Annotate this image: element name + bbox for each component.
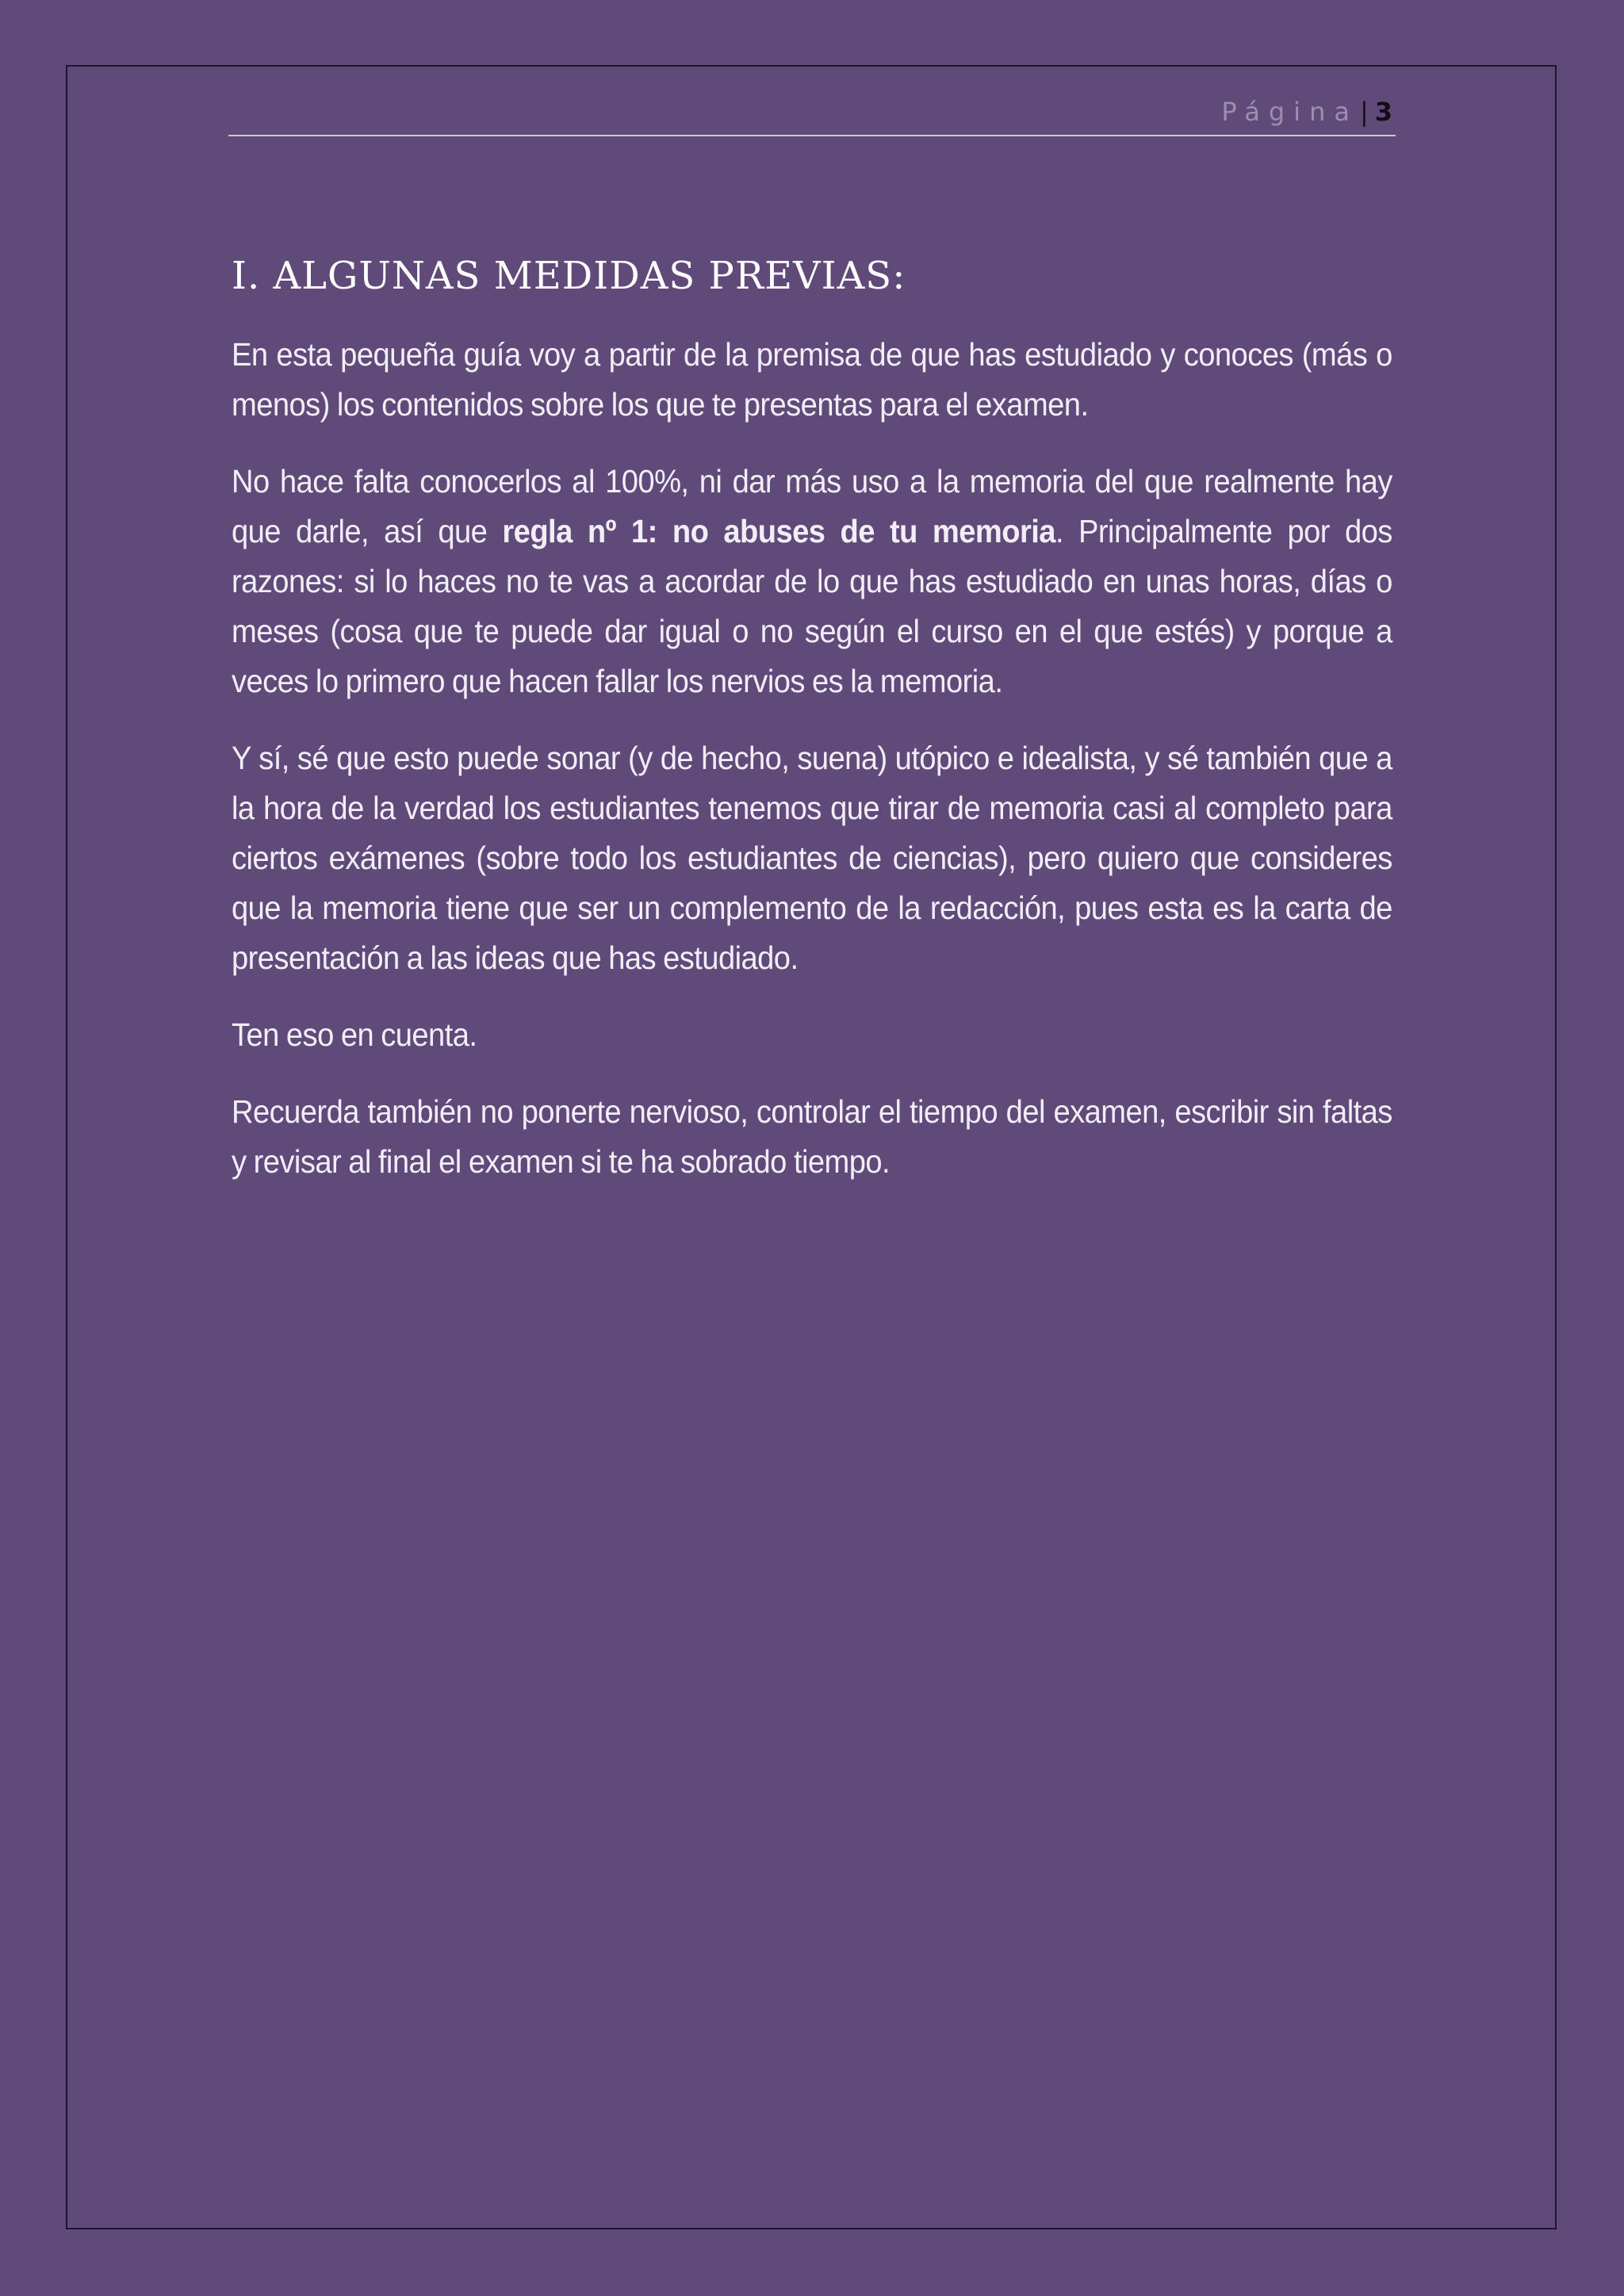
page-number: 3: [1374, 97, 1392, 127]
page-number-label: [1221, 97, 1392, 127]
section-heading: I. ALGUNAS MEDIDAS PREVIAS:: [232, 254, 906, 298]
page-label: Página: [1221, 97, 1358, 127]
header-separator: |: [1359, 97, 1369, 127]
paragraph-3: Y sí, sé que esto puede sonar (y de hecho, suena) utópico e idealista, y sé también que a la hora de la verdad los estudiantes tenemos que tirar de memoria casi al completo para ciertos exámenes (sobre todo los estudiantes de ciencias), pero quiero que consideres que la memoria tiene que ser un complemento de la redacción, pues esta es la carta de presentación a las ideas que has estudiado.: [232, 740, 1392, 976]
paragraph-2-text-end: . Principalmente por dos razones: si lo haces no te vas a acordar de lo que has estudiado en unas horas, días o meses (cosa que te puede dar igual o no según el curso en el que estés) y porque a veces lo primero que hacen fallar los nervios es la memoria.: [232, 513, 1392, 699]
page-content: [232, 254, 1392, 1214]
rule-1-bold: regla nº 1: no abuses de tu memoria: [502, 513, 1055, 549]
paragraph-2: [232, 457, 1392, 706]
paragraph-1: En esta pequeña guía voy a partir de la premisa de que has estudiado y conoces (más o menos) los contenidos sobre los que te presentas para el examen.: [232, 336, 1392, 423]
page-header: [228, 94, 1396, 136]
paragraph-5: Recuerda también no ponerte nervioso, controlar el tiempo del examen, escribir sin faltas y revisar al final el examen si te ha sobrado tiempo.: [232, 1093, 1392, 1180]
paragraph-2-text-start: No hace falta conocerlos al 100%, ni dar más uso a la memoria del que realmente hay que darle, así que: [232, 463, 1392, 549]
paragraph-4: Ten eso en cuenta.: [232, 1016, 477, 1053]
